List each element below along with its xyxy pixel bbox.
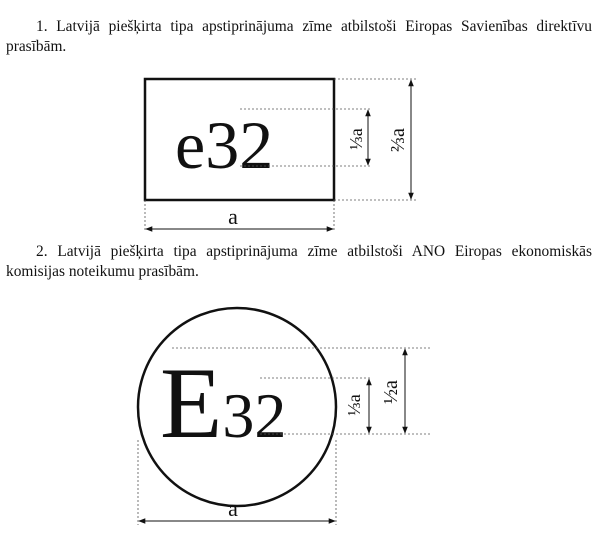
mark-prefix: e [175, 107, 206, 183]
dimension-label-one-half: ½a [380, 380, 402, 404]
mark-prefix: E [160, 347, 223, 460]
figure-1-rectangle-mark [0, 0, 600, 235]
paragraph-1: 1. Latvijā piešķirta tipa apstiprinājuma zīme atbilstoši Eiropas Savienības direktīvu prasībām. [6, 18, 592, 55]
dimension-label-two-thirds: ⅔a [387, 128, 409, 152]
dimension-label-one-third: ⅓a [344, 394, 364, 416]
mark-number: 32 [205, 107, 274, 183]
paragraph-2: 2. Latvijā piešķirta tipa apstiprinājuma zīme atbilstoši ANO Eiropas ekonomiskās komisijas noteikumu prasībām. [6, 243, 592, 280]
dimension-label-one-third: ⅓a [346, 128, 366, 150]
dimension-label-width: a [228, 204, 238, 229]
dimension-label-width: a [228, 496, 238, 521]
mark-number: 32 [222, 380, 287, 451]
mark-text [160, 347, 286, 460]
mark-text [175, 107, 273, 183]
mark-frame-circle [138, 308, 336, 506]
